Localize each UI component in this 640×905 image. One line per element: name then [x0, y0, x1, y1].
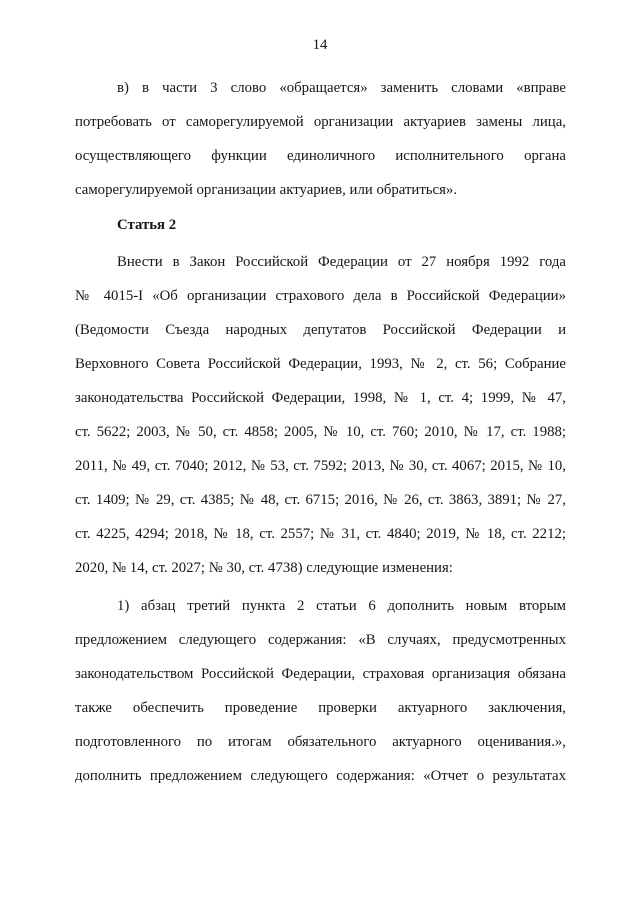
text-line: Внести в Закон Российской Федерации от 27 ноября 1992 года — [117, 254, 566, 270]
text-line: № 4015-I «Об организации страхового дела в Российской Федерации» — [75, 288, 566, 304]
text-line: саморегулируемой организации актуариев, или обратиться». — [75, 182, 458, 198]
text-line: 2020, № 14, ст. 2027; № 30, ст. 4738) следующие изменения: — [75, 560, 453, 576]
text-line: законодательством Российской Федерации, страховая организация обязана — [75, 666, 566, 682]
text-line: дополнить предложением следующего содержания: «Отчет о результатах — [75, 768, 566, 784]
text-line: ст. 4225, 4294; 2018, № 18, ст. 2557; № 31, ст. 4840; 2019, № 18, ст. 2212; — [75, 526, 566, 542]
text-line: (Ведомости Съезда народных депутатов Российской Федерации и — [75, 322, 566, 338]
document-body — [75, 71, 566, 793]
text-line: 1) абзац третий пункта 2 статьи 6 дополнить новым вторым — [117, 598, 566, 614]
text-line: ст. 1409; № 29, ст. 4385; № 48, ст. 6715; 2016, № 26, ст. 3863, 3891; № 27, — [75, 492, 566, 508]
text-line: потребовать от саморегулируемой организации актуариев замены лица, — [75, 114, 566, 130]
text-line: подготовленного по итогам обязательного актуарного оценивания.», — [75, 734, 566, 750]
text-line: предложением следующего содержания: «В случаях, предусмотренных — [75, 632, 566, 648]
text-line: также обеспечить проведение проверки актуарного заключения, — [75, 700, 566, 716]
paragraph-amendment-v — [75, 71, 566, 207]
text-line: в) в части 3 слово «обращается» заменить словами «вправе — [117, 80, 566, 96]
paragraph-article-2-intro — [75, 245, 566, 585]
text-line: ст. 5622; 2003, № 50, ст. 4858; 2005, № 10, ст. 760; 2010, № 17, ст. 1988; — [75, 424, 566, 440]
article-heading: Статья 2 — [117, 217, 177, 233]
paragraph-item-1 — [75, 589, 566, 793]
page-number: 14 — [312, 37, 328, 53]
text-line: 2011, № 49, ст. 7040; 2012, № 53, ст. 7592; 2013, № 30, ст. 4067; 2015, № 10, — [75, 458, 566, 474]
text-line: законодательства Российской Федерации, 1998, № 1, ст. 4; 1999, № 47, — [75, 390, 566, 406]
text-line: Верховного Совета Российской Федерации, 1993, № 2, ст. 56; Собрание — [75, 356, 566, 372]
text-line: осуществляющего функции единоличного исполнительного органа — [75, 148, 566, 164]
